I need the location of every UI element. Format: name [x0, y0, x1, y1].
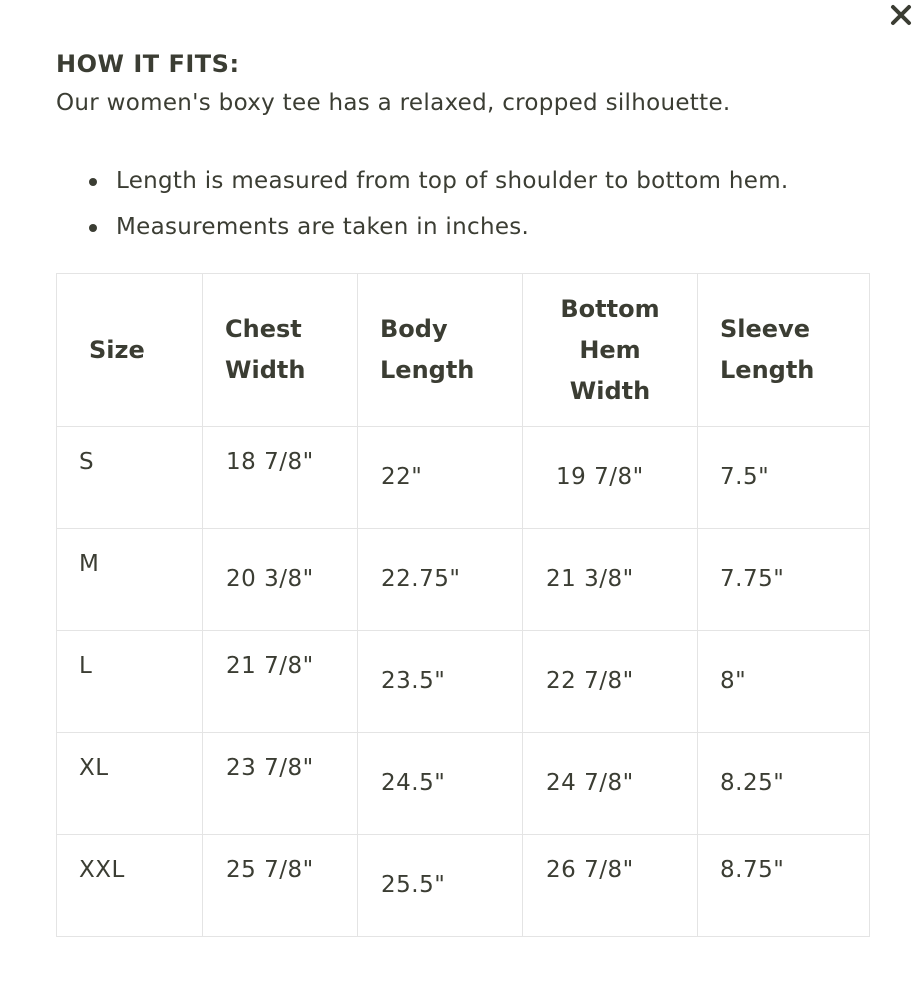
bottom-hem-width-cell: 19 7/8": [523, 427, 698, 529]
sleeve-length-cell: 8.25": [698, 733, 870, 835]
body-length-cell: 22.75": [358, 529, 523, 631]
column-header-sleeve-length: Sleeve Length: [698, 274, 870, 427]
table-row: [57, 529, 870, 631]
fit-note: Length is measured from top of shoulder to bottom hem.: [86, 158, 789, 204]
chest-width-cell: 20 3/8": [203, 529, 358, 631]
table-row: [57, 631, 870, 733]
sleeve-length-cell: 8": [698, 631, 870, 733]
chest-width-cell: 21 7/8": [203, 631, 358, 733]
fit-intro: Our women's boxy tee has a relaxed, cropped silhouette.: [56, 90, 731, 116]
bottom-hem-width-cell: 24 7/8": [523, 733, 698, 835]
size-cell: L: [57, 631, 203, 733]
body-length-cell: 25.5": [358, 835, 523, 937]
column-header-size: Size: [57, 274, 203, 427]
close-button[interactable]: [886, 0, 916, 30]
sleeve-length-cell: 7.75": [698, 529, 870, 631]
table-row: [57, 733, 870, 835]
chest-width-cell: 23 7/8": [203, 733, 358, 835]
body-length-cell: 24.5": [358, 733, 523, 835]
bottom-hem-width-cell: 26 7/8": [523, 835, 698, 937]
size-chart-table: [56, 273, 870, 937]
body-length-cell: 23.5": [358, 631, 523, 733]
bottom-hem-width-cell: 22 7/8": [523, 631, 698, 733]
table-row: [57, 835, 870, 937]
sleeve-length-cell: 7.5": [698, 427, 870, 529]
sleeve-length-cell: 8.75": [698, 835, 870, 937]
table-row: [57, 427, 870, 529]
body-length-cell: 22": [358, 427, 523, 529]
bottom-hem-width-cell: 21 3/8": [523, 529, 698, 631]
fit-note: Measurements are taken in inches.: [86, 204, 789, 250]
column-header-body-length: Body Length: [358, 274, 523, 427]
chest-width-cell: 25 7/8": [203, 835, 358, 937]
column-header-bottom-hem-width: Bottom Hem Width: [523, 274, 698, 427]
fit-notes-list: [86, 158, 789, 250]
size-cell: S: [57, 427, 203, 529]
fit-heading: HOW IT FITS:: [56, 50, 240, 78]
column-header-chest-width: Chest Width: [203, 274, 358, 427]
close-icon: [890, 4, 912, 26]
size-cell: M: [57, 529, 203, 631]
chest-width-cell: 18 7/8": [203, 427, 358, 529]
size-cell: XXL: [57, 835, 203, 937]
size-cell: XL: [57, 733, 203, 835]
table-header-row: [57, 274, 870, 427]
